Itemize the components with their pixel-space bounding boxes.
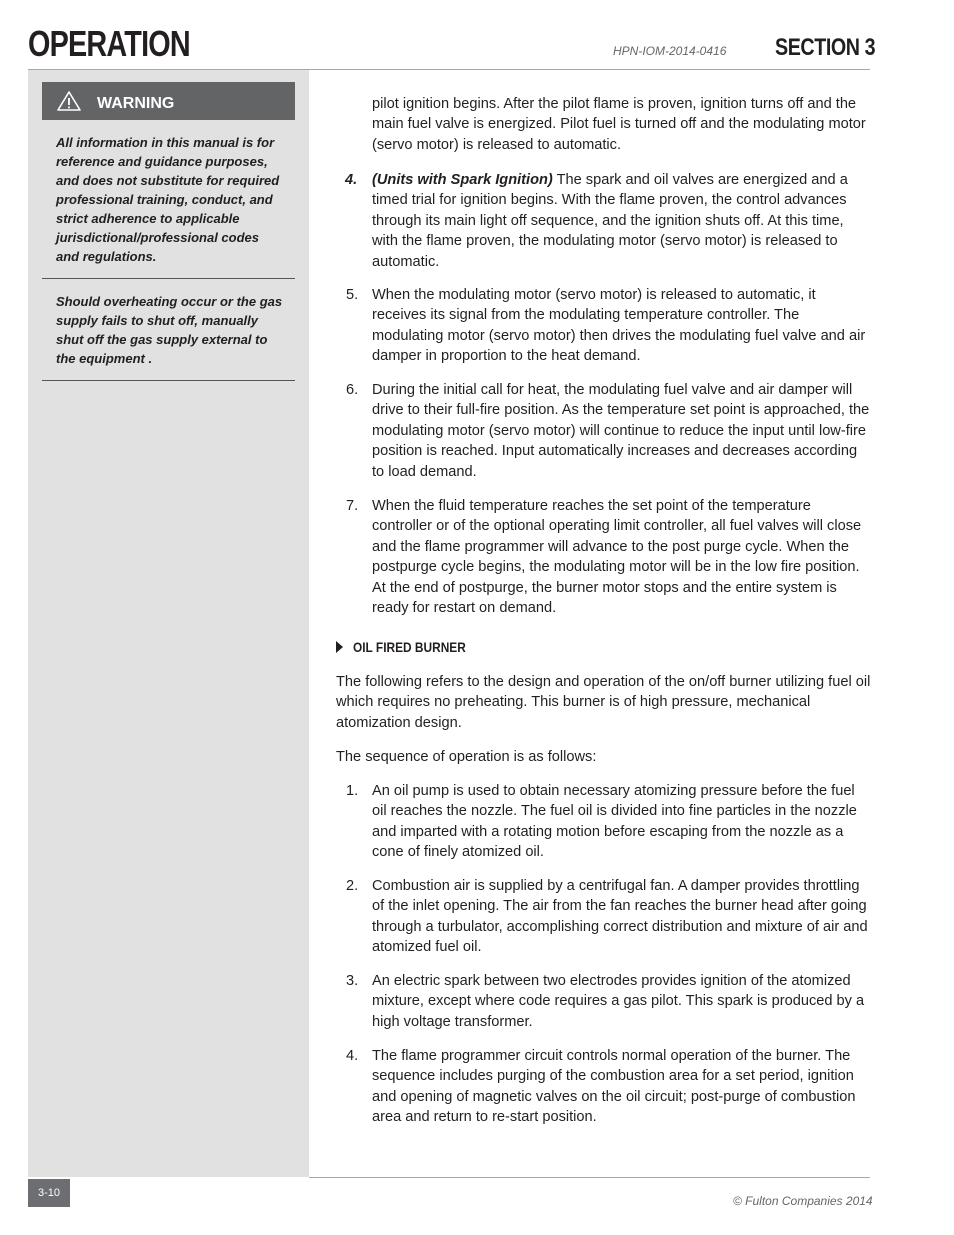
list-item-number: 4.: [346, 1048, 359, 1064]
triangle-bullet-icon: [336, 641, 343, 653]
page-title: OPERATION: [28, 23, 190, 64]
list-item-number: 2.: [346, 878, 359, 894]
warning-text-overheating: Should overheating occur or the gas supply fails to shut off, manually shut off the gas supply external to the equipment .: [56, 294, 283, 366]
footer-rule: [309, 1177, 870, 1178]
warning-title: WARNING: [97, 95, 175, 112]
list-item-number: 4.: [345, 172, 358, 188]
sequence-intro: The sequence of operation is as follows:: [336, 749, 597, 765]
list-item-text: An oil pump is used to obtain necessary atomizing pressure before the fuel oil reaches the nozzle. The fuel oil is divided into fine particles in the nozzle and imparted with a rotating motion before escaping from the nozzle as a cone of finely atomized oil.: [372, 783, 857, 861]
list-item-number: 3.: [346, 973, 359, 989]
list-item-body: The spark and oil valves are energized and a timed trial for ignition begins. With the flame proven, the control advances through its main light off sequence, and the ignition shuts off. At this time, with the flame proven, the modulating motor (servo motor) is released to automatic.: [372, 172, 848, 270]
warning-banner: [42, 82, 295, 120]
list-item-text: Combustion air is supplied by a centrifugal fan. A damper provides throttling of the inlet opening. The air from the fan reaches the burner head after going through a turbulator, accomplishing correct distribution and mixture of air and atomized fuel oil.: [372, 878, 868, 956]
continued-paragraph: pilot ignition begins. After the pilot flame is proven, ignition turns off and the main fuel valve is energized. Pilot fuel is turned off and the modulating motor (servo motor) is released to automatic.: [372, 96, 866, 153]
warning-divider: [42, 278, 295, 279]
list-item-text: When the fluid temperature reaches the set point of the temperature controller or of the optional operating limit controller, all fuel valves will close and the flame programmer will advance to the post purge cycle. When the postpurge cycle begins, the modulating motor will be in the low fire position. At the end of postpurge, the burner motor stops and the entire system is ready for restart on demand.: [372, 498, 862, 617]
list-item-text: When the modulating motor (servo motor) is released to automatic, it receives its signal from the modulating temperature controller. The modulating motor (servo motor) then drives the modulating fuel valve and air damper in proportion to the heat demand.: [372, 287, 866, 365]
list-item-lead: (Units with Spark Ignition): [372, 172, 553, 188]
list-item-number: 7.: [346, 498, 359, 514]
list-item-text: The flame programmer circuit controls normal operation of the burner. The sequence includes purging of the combustion area for a set period, ignition and opening of magnetic valves on the oil circuit; post-purge of combustion area and return to re-start position.: [372, 1048, 856, 1126]
intro-paragraph: The following refers to the design and operation of the on/off burner utilizing fuel oil which requires no preheating. This burner is of high pressure, mechanical atomization design.: [336, 674, 871, 731]
list-item-number: 1.: [346, 783, 359, 799]
list-item-text: During the initial call for heat, the modulating fuel valve and air damper will drive to their full-fire position. As the temperature set point is approached, the modulating motor (servo motor) will continue to reduce the input until low-fire position is reached. Input automatically increases and decreases according to load demand.: [372, 382, 870, 480]
subheading-label: OIL FIRED BURNER: [353, 639, 466, 655]
warning-text-general: All information in this manual is for reference and guidance purposes, and does not substitute for required professional training, conduct, and strict adherence to applicable jurisdictional/professional codes and regulations.: [56, 135, 280, 264]
warning-triangle-icon: [56, 90, 82, 112]
copyright: © Fulton Companies 2014: [733, 1194, 873, 1208]
subheading: [336, 639, 486, 655]
document-code: HPN-IOM-2014-0416: [613, 44, 727, 58]
list-item-text: [372, 170, 872, 272]
warning-divider: [42, 380, 295, 381]
list-item-number: 5.: [346, 287, 359, 303]
list-item-text: An electric spark between two electrodes provides ignition of the atomized mixture, except where code requires a gas pilot. This spark is produced by a high voltage transformer.: [372, 973, 865, 1030]
list-item-number: 6.: [346, 382, 359, 398]
section-label: SECTION 3: [775, 34, 876, 61]
page-number: 3-10: [28, 1179, 70, 1207]
